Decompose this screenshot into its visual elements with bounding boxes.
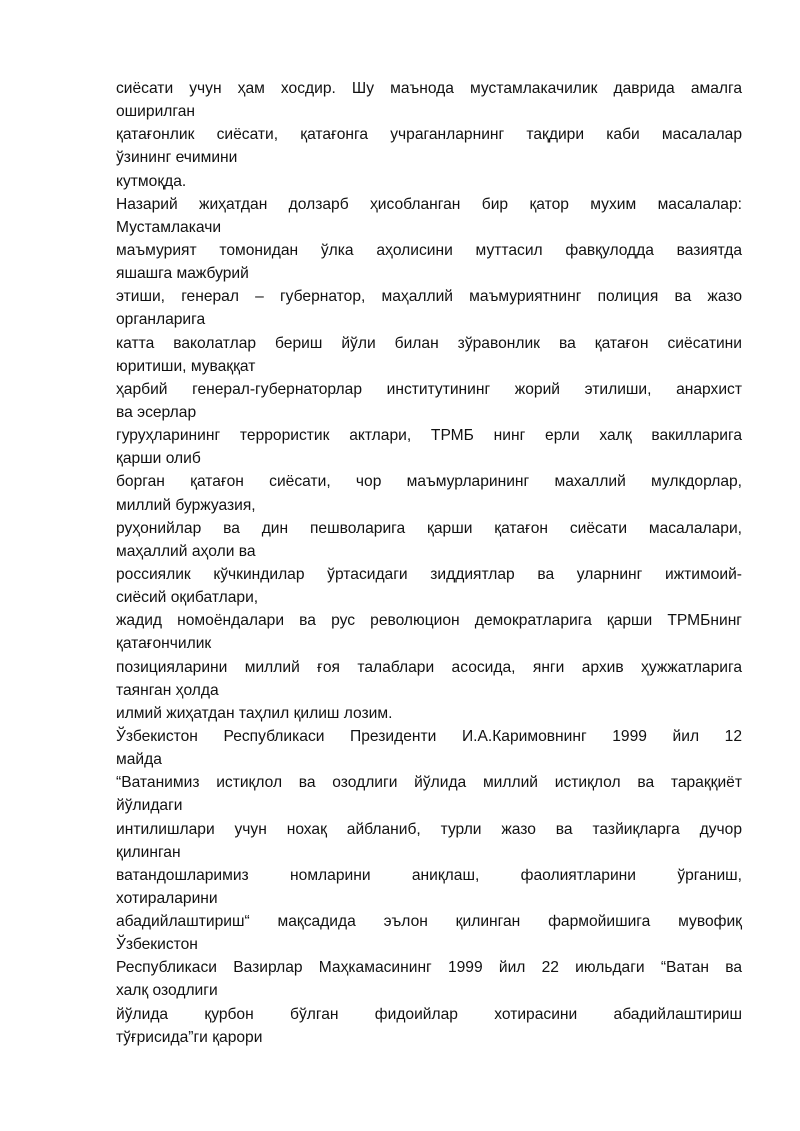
text-line: ватандошларимиз номларини аниқлаш, фаолиятларини ўрганиш, bbox=[116, 866, 742, 884]
text-line: “Ватанимиз истиқлол ва озодлиги йўлида миллий истиқлол ва тараққиёт bbox=[116, 774, 742, 792]
text-line: тўғрисида”ги қарори bbox=[116, 1028, 263, 1046]
text-line: ўзининг ечимини bbox=[116, 149, 238, 167]
text-line: катта ваколатлар бериш йўли билан зўравонлик ва қатағон сиёсатини bbox=[116, 334, 742, 352]
text-line: қатағонлик сиёсати, қатағонга учраганларнинг тақдири каби масалалар bbox=[116, 126, 742, 144]
text-line: халқ озодлиги bbox=[116, 982, 218, 1000]
text-line: кутмоқда. bbox=[116, 172, 187, 190]
text-line: жадид номоёндалари ва рус революцион демократларига қарши ТРМБнинг bbox=[116, 612, 742, 630]
text-line: Ўзбекистон Республикаси Президенти И.А.Каримовнинг 1999 йил 12 bbox=[116, 727, 742, 745]
body-text bbox=[116, 77, 742, 1049]
text-line: йўлидаги bbox=[116, 797, 183, 815]
text-line: йўлида қурбон бўлган фидоийлар хотирасини абадийлаштириш bbox=[116, 1005, 742, 1023]
text-line: гуруҳларининг террористик актлари, ТРМБ нинг ерли халқ вакилларига bbox=[116, 427, 742, 445]
text-line: майда bbox=[116, 751, 162, 769]
text-line: юритиши, муваққат bbox=[116, 357, 256, 375]
text-line: Республикаси Вазирлар Маҳкамасининг 1999 йил 22 июльдаги “Ватан ва bbox=[116, 959, 742, 977]
text-line: қарши олиб bbox=[116, 450, 201, 468]
text-line: борган қатағон сиёсати, чор маъмурларининг махаллий мулкдорлар, bbox=[116, 473, 742, 491]
text-line: органларига bbox=[116, 311, 206, 329]
text-line: интилишлари учун нохақ айбланиб, турли жазо ва тазйиқларга дучор bbox=[116, 820, 742, 838]
text-line: позицияларини миллий ғоя талаблари асосида, янги архив ҳужжатларига bbox=[116, 658, 742, 676]
text-line: қилинган bbox=[116, 843, 181, 861]
text-line: Мустамлакачи bbox=[116, 218, 222, 236]
text-line: таянган ҳолда bbox=[116, 681, 219, 699]
text-line: сиёсати учун ҳам хосдир. Шу маънода мустамлакачилик даврида амалга bbox=[116, 80, 742, 97]
text-line: Ўзбекистон bbox=[116, 936, 198, 954]
text-line: маҳаллий аҳоли ва bbox=[116, 542, 256, 560]
text-line: россиялик кўчкиндилар ўртасидаги зиддиятлар ва уларнинг ижтимоий- bbox=[116, 565, 742, 583]
text-line: миллий буржуазия, bbox=[116, 496, 256, 514]
text-line: илмий жиҳатдан таҳлил қилиш лозим. bbox=[116, 704, 393, 722]
text-line: Назарий жиҳатдан долзарб ҳисобланган бир қатор мухим масалалар: bbox=[116, 195, 742, 213]
text-line: яшашга мажбурий bbox=[116, 265, 249, 283]
text-line: қатағончилик bbox=[116, 635, 212, 653]
text-line: ва эсерлар bbox=[116, 403, 197, 421]
text-line: маъмурият томонидан ўлка аҳолисини муттасил фавқулодда вазиятда bbox=[116, 241, 742, 259]
text-line: хотираларини bbox=[116, 889, 218, 907]
text-line: этиши, генерал – губернатор, маҳаллий маъмуриятнинг полиция ва жазо bbox=[116, 288, 742, 306]
text-line: сиёсий оқибатлари, bbox=[116, 589, 259, 607]
text-line: ҳарбий генерал-губернаторлар институтининг жорий этилиши, анархист bbox=[116, 380, 742, 398]
text-line: оширилган bbox=[116, 103, 196, 121]
text-line: абадийлаштириш“ мақсадида эълон қилинган фармойишига мувофиқ bbox=[116, 913, 742, 931]
text-line: руҳонийлар ва дин пешволарига қарши қатағон сиёсати масалалари, bbox=[116, 519, 742, 537]
